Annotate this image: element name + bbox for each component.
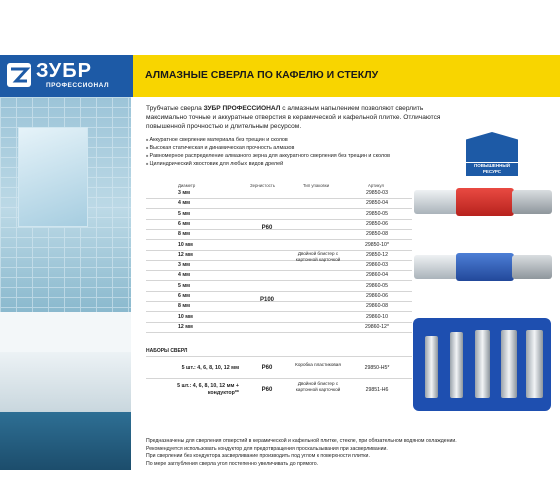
- grit-p100: P100: [259, 297, 274, 303]
- set-1-article: 29850-H5*: [364, 365, 390, 371]
- article-cell: 29850-04: [366, 200, 388, 207]
- set-2-grit: P60: [261, 387, 273, 393]
- note-line: При сверлении без кондуктора засверливание производить под углом к поверхности плитки.: [146, 453, 370, 459]
- diameter-cell: 8 мм: [178, 303, 191, 310]
- brand-logo: [0, 55, 133, 97]
- article-cell: 29860-06: [366, 293, 388, 299]
- blue-drill-shank: [414, 255, 458, 279]
- header-diameter: Диаметр: [178, 183, 196, 188]
- article-cell: 29860-08: [366, 303, 388, 310]
- red-drill-body: [456, 188, 514, 216]
- diameter-cell: 3 мм: [178, 190, 191, 196]
- article-cell: 29850-05: [366, 210, 388, 217]
- logo-brand: ЗУБР: [36, 60, 92, 82]
- diameter-cell: 5 мм: [178, 282, 191, 289]
- note-line: Рекомендуется использовать кондуктор для предотвращения проскальзывания при засверливании.: [146, 445, 388, 452]
- diameter-cell: 4 мм: [178, 272, 191, 279]
- set-bit: [526, 330, 543, 398]
- note-line: Предназначены для сверления отверстий в керамической и кафельной плитке, стекле, при обязательном водяном охлаждении.: [146, 438, 457, 444]
- diamond-icon: [466, 132, 518, 162]
- header-pack: Тип упаковки: [303, 183, 330, 188]
- article-cell: 29860-10: [366, 313, 388, 320]
- intro-brand: ЗУБР ПРОФЕССИОНАЛ: [203, 105, 281, 112]
- grit-p60: P60: [261, 225, 273, 231]
- article-cell: 29850-03: [366, 190, 388, 196]
- article-cell: 29860-03: [366, 262, 388, 269]
- diameter-cell: 5 мм: [178, 210, 191, 217]
- article-cell: 29860-05: [366, 282, 388, 289]
- feature-item: ■ Равномерное распределение алмазного зерна для аккуратного сверления без трещин и сколов: [146, 152, 446, 160]
- set-bit: [475, 330, 490, 398]
- article-cell: 29850-10*: [365, 241, 389, 248]
- article-cell: 29850-12: [366, 251, 388, 258]
- note-line: По мере заглубления сверла угол постепенно увеличивать до прямого.: [146, 460, 319, 467]
- set-1-pack: Коробка пластиковая: [295, 362, 341, 367]
- sink: [0, 312, 131, 352]
- red-drill-shank: [414, 190, 458, 214]
- diameter-cell: 3 мм: [178, 262, 191, 269]
- diameter-cell: 6 мм: [178, 293, 191, 299]
- feature-item: ■ Высокая статическая и динамическая прочность алмазов: [146, 144, 446, 152]
- badge-text: ПОВЫШЕННЫЙ РЕСУРС: [466, 163, 518, 176]
- article-cell: 29850-06: [366, 220, 388, 227]
- resource-badge: [466, 132, 518, 176]
- feature-item: ■ Аккуратное сверление материала без трещин и сколов: [146, 136, 446, 144]
- set-1-name: 5 шт.: 4, 6, 8, 10, 12 мм: [181, 365, 239, 371]
- article-cell: 29860-12*: [365, 323, 389, 330]
- blue-drill-tip: [512, 255, 552, 279]
- page-title: АЛМАЗНЫЕ СВЕРЛА ПО КАФЕЛЮ И СТЕКЛУ: [145, 69, 379, 81]
- intro-text: Трубчатые сверла ЗУБР ПРОФЕССИОНАЛ с алмазным напылением позволяют сверлить максимально точные и аккуратные отверстия в керамической и кафельной плитке. Отличаются повышенной прочностью и длительным ресурсом.: [146, 105, 441, 130]
- set-2-pack: Двойной блистер с картонной карточкой: [295, 381, 341, 392]
- sets-label: НАБОРЫ СВЕРЛ: [146, 348, 188, 354]
- logo-emblem-icon: [7, 63, 31, 87]
- cabinet: [0, 352, 131, 412]
- pack-type: Двойной блистер с картонной карточкой: [295, 251, 341, 262]
- set-bit: [501, 330, 517, 398]
- diameter-cell: 4 мм: [178, 200, 191, 207]
- header-grit: Зернистость: [250, 183, 275, 188]
- drill-set-case: [413, 318, 551, 411]
- set-2-article: 29851-H6: [365, 387, 389, 393]
- diameter-cell: 10 мм: [178, 313, 193, 320]
- logo-subtitle: ПРОФЕССИОНАЛ: [46, 82, 110, 89]
- set-2-name: 5 шт.: 4, 6, 8, 10, 12 мм + кондуктор**: [177, 383, 239, 396]
- diameter-cell: 8 мм: [178, 231, 191, 238]
- mirror: [18, 127, 88, 227]
- diameter-cell: 6 мм: [178, 220, 191, 227]
- blue-drill-body: [456, 253, 514, 281]
- set-1-grit: P60: [261, 365, 273, 371]
- article-cell: 29860-04: [366, 272, 388, 279]
- set-bit: [450, 332, 463, 398]
- floor: [0, 412, 131, 470]
- bathroom-photo: [0, 97, 131, 470]
- diameter-cell: 10 мм: [178, 241, 193, 248]
- feature-list: [146, 136, 446, 168]
- feature-item: ■ Цилиндрический хвостовик для любых видов дрелей: [146, 160, 446, 168]
- article-cell: 29850-08: [366, 231, 388, 238]
- diameter-cell: 12 мм: [178, 251, 193, 258]
- diameter-cell: 12 мм: [178, 323, 193, 330]
- red-drill-tip: [512, 190, 552, 214]
- set-bit: [425, 336, 438, 398]
- header-article: Артикул: [368, 183, 385, 188]
- title-banner: [133, 55, 560, 97]
- usage-notes: [146, 438, 546, 468]
